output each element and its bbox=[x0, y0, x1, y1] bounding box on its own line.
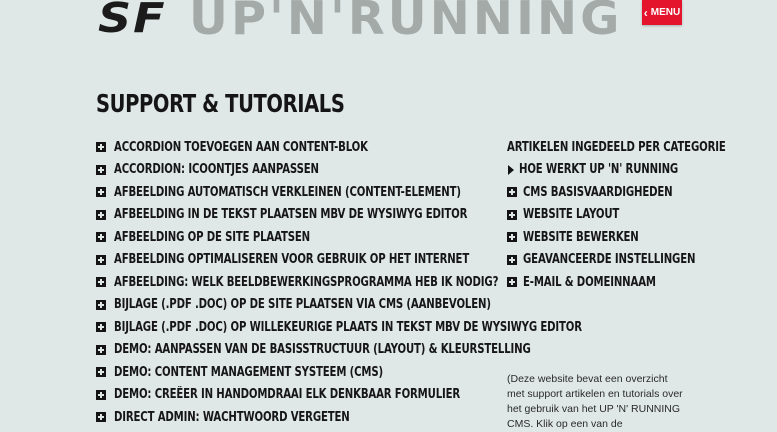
plus-icon bbox=[507, 277, 517, 287]
tutorial-link[interactable]: BIJLAGE (.PDF .DOC) OP DE SITE PLAATSEN VIA CMS (AANBEVOLEN) bbox=[114, 297, 491, 313]
category-item-website-layout[interactable] bbox=[507, 204, 777, 227]
category-link[interactable]: WEBSITE LAYOUT bbox=[523, 207, 620, 223]
plus-icon bbox=[96, 210, 106, 220]
plus-icon bbox=[96, 300, 106, 310]
tutorial-link[interactable]: AFBEELDING IN DE TEKST PLAATSEN MBV DE WYSIWYG EDITOR bbox=[114, 207, 468, 223]
category-item-email-domein[interactable] bbox=[507, 271, 777, 294]
sidebar-note: (Deze website bevat een overzicht met support artikelen en tutorials over het gebruik van het UP 'N' RUNNING CMS. Klik op een van de bbox=[507, 373, 683, 430]
plus-icon bbox=[96, 255, 106, 265]
category-item-hoe-werkt[interactable] bbox=[507, 159, 777, 182]
plus-icon bbox=[96, 390, 106, 400]
category-item-geavanceerd[interactable] bbox=[507, 249, 777, 272]
list-item[interactable] bbox=[96, 294, 714, 317]
tutorial-link[interactable]: DIRECT ADMIN: WACHTWOORD VERGETEN bbox=[114, 409, 350, 425]
plus-icon bbox=[507, 187, 517, 197]
plus-icon bbox=[96, 232, 106, 242]
category-item-cms-basis[interactable] bbox=[507, 181, 777, 204]
plus-icon bbox=[507, 232, 517, 242]
category-link[interactable]: CMS BASISVAARDIGHEDEN bbox=[523, 184, 673, 200]
logo-tagline: UP'N'RUNNING bbox=[188, 0, 623, 45]
category-link[interactable]: WEBSITE BEWERKEN bbox=[523, 229, 639, 245]
tutorial-link[interactable]: ACCORDION: ICOONTJES AANPASSEN bbox=[114, 162, 319, 178]
list-item[interactable] bbox=[96, 316, 714, 339]
plus-icon bbox=[96, 165, 106, 175]
tutorial-link[interactable]: AFBEELDING OPTIMALISEREN VOOR GEBRUIK OP HET INTERNET bbox=[114, 252, 470, 268]
arrow-right-icon bbox=[508, 165, 514, 175]
tutorial-link[interactable]: DEMO: AANPASSEN VAN DE BASISSTRUCTUUR (LAYOUT) & KLEURSTELLING bbox=[114, 342, 531, 358]
plus-icon bbox=[507, 255, 517, 265]
plus-icon bbox=[96, 187, 106, 197]
tutorial-link[interactable]: AFBEELDING AUTOMATISCH VERKLEINEN (CONTENT-ELEMENT) bbox=[114, 184, 461, 200]
plus-icon bbox=[96, 367, 106, 377]
logo-sf-mark: SF bbox=[98, 0, 167, 43]
tutorial-link[interactable]: BIJLAGE (.PDF .DOC) OP WILLEKEURIGE PLAATS IN TEKST MBV DE WYSIWYG EDITOR bbox=[114, 319, 582, 335]
tutorial-link[interactable]: AFBEELDING: WELK BEELDBEWERKINGSPROGRAMMA HEB IK NODIG? bbox=[114, 274, 499, 290]
category-link[interactable]: E-MAIL & DOMEINNAAM bbox=[523, 274, 656, 290]
category-list bbox=[507, 159, 777, 294]
plus-icon bbox=[96, 277, 106, 287]
list-item[interactable] bbox=[96, 339, 714, 362]
category-link[interactable]: GEAVANCEERDE INSTELLINGEN bbox=[523, 252, 696, 268]
menu-button-label: MENU bbox=[650, 7, 681, 18]
category-sidebar bbox=[507, 136, 777, 294]
plus-icon bbox=[507, 210, 517, 220]
site-logo[interactable] bbox=[98, 0, 623, 46]
plus-icon bbox=[96, 322, 106, 332]
sidebar-heading-text: ARTIKELEN INGEDEELD PER CATEGORIE bbox=[507, 139, 726, 155]
plus-icon bbox=[96, 345, 106, 355]
category-link[interactable]: HOE WERKT UP 'N' RUNNING bbox=[519, 162, 679, 178]
category-item-website-bewerken[interactable] bbox=[507, 226, 777, 249]
plus-icon bbox=[96, 142, 106, 152]
plus-icon bbox=[96, 412, 106, 422]
tutorial-link[interactable]: DEMO: CREËER IN HANDOMDRAAI ELK DENKBAAR FORMULIER bbox=[114, 387, 461, 403]
chevron-left-icon: ‹ bbox=[643, 5, 648, 20]
menu-button[interactable] bbox=[642, 0, 682, 25]
page-title: SUPPORT & TUTORIALS bbox=[96, 89, 345, 118]
tutorial-link[interactable]: AFBEELDING OP DE SITE PLAATSEN bbox=[114, 229, 311, 245]
tutorial-link[interactable]: DEMO: CONTENT MANAGEMENT SYSTEEM (CMS) bbox=[114, 364, 383, 380]
tutorial-link[interactable]: ACCORDION TOEVOEGEN AAN CONTENT-BLOK bbox=[114, 139, 368, 155]
sidebar-heading bbox=[507, 136, 777, 159]
